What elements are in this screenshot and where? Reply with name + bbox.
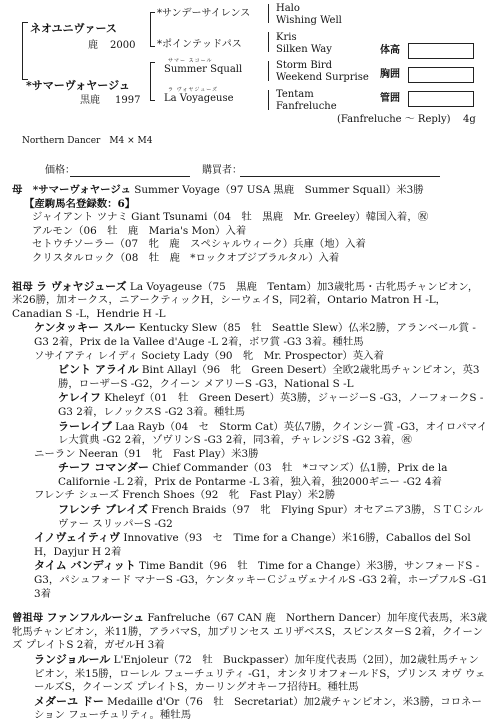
ggd-child-2 [12, 695, 488, 723]
fs-child-1-name: フレンチ ブレイズ [58, 503, 149, 517]
granddam-desc: La Voyageuse（75 黒鹿 Tentam）加3歳牝馬・古牝馬チャンピオン，米26勝，加オークス，ニアークティックH，シーウェイS，同2着，Ontario Matron H -L，Canadian S -L，Hendrie H -L [12, 280, 479, 320]
height-box[interactable] [408, 43, 474, 59]
g-granddam-name: ファンフルルーシュ [46, 611, 145, 625]
dam-sire: Summer Squall [164, 64, 243, 75]
gd-child-3-name: イノヴェイティヴ [34, 531, 121, 545]
cannon-label: 管囲 [380, 93, 400, 104]
gd-child-1-text: Kentucky Slew（85 牡 Seattle Slew）仏米2勝，アランベール賞 -G3 2着，Prix de la Vallee d'Auge -L 2着，ボワ賞 -G3 3着。種牡馬 [34, 322, 476, 348]
granddam-header: 祖母 [12, 280, 33, 293]
offspring-2: アルモン（06 牡 鹿 Maria's Mon）入着 [32, 224, 247, 237]
gd-child-4-text: Time Bandit（96 牡 Time for a Change）米3勝，サンフォードS -G3，パシュフォード マナーS -G3，ケンタッキーＣジュヴェナイルS -G3 2着，ホープフルS -G1 3着 [34, 560, 488, 600]
gd-child-2-name: ソサイアティ レイディ [34, 349, 138, 362]
sire-name: ネオユニヴァース [30, 22, 117, 35]
sl-child-2-text: Kheleyf（01 牡 Green Desert）英3勝，ジャージーS -G3，ノーフォークS -G3 2着，レノックスS -G2 3着。種牡馬 [58, 392, 484, 418]
fs-child-1 [12, 503, 488, 531]
gd-child-1 [12, 321, 488, 349]
ggd-child-1-name: ランジョルール [34, 653, 111, 666]
sl-child-3-name: ラーレイブ [58, 419, 112, 433]
sire-year: 2000 [110, 40, 136, 51]
sire-sire: *サンデーサイレンス [157, 8, 251, 19]
ggd-child-1 [12, 653, 488, 695]
fs-child-1-text: French Braids（97 牝 Flying Spur）オセアニア3勝，ＳＴＣシルヴァー スリッパーS -G2 [58, 504, 484, 530]
ggd-child-2-name: メダーユ ドー [34, 694, 104, 708]
ggd-child-1-text: L'Enjoleur（72 牡 Buckpasser）加年度代表馬（2回），加2歳牡馬チャンピオン，米15勝，ローレル フューチュリティ -G1，オンタリオフォールドS，プリンス オヴ ウェールズS，クイーンズ プレイトS，カーリングオキーフ招待H。種牡馬 [34, 654, 486, 694]
gd-child-4-name: タイム バンディット [34, 559, 136, 573]
dam-record: 【産駒馬名登録数：6】 [24, 197, 136, 210]
girth-box[interactable] [408, 67, 474, 83]
offspring-1: ジャイアント ツナミ Giant Tsunami（04 牡 黒鹿 Mr. Greeley）韓国入着，㊗ [32, 211, 429, 224]
g3-8: Fanfreluche [276, 101, 337, 112]
granddam-name: ラ ヴォヤジューズ [36, 279, 127, 293]
sl-child-1 [12, 363, 488, 391]
sl-child-3 [12, 420, 488, 448]
height-label: 体高 [380, 45, 400, 56]
g3-6: Weekend Surprise [276, 72, 369, 83]
nr-child-1 [12, 461, 488, 489]
gd-child-1-name: ケンタッキー スルー [34, 321, 136, 335]
french-shoes-line: フレンチ シューズ French Shoes（92 牝 Fast Play）米2勝 [34, 489, 336, 502]
neeran-line: ニーラン Neeran（91 牝 Fast Play）米3勝 [34, 447, 259, 460]
pedigree-bracket [22, 22, 23, 79]
granddam-block [12, 280, 488, 322]
buyer-field[interactable] [240, 176, 440, 177]
sl-child-2 [12, 391, 488, 419]
dam-sire-ruby: サマー スコール [168, 58, 213, 64]
buyer-label: 購買者： [202, 165, 242, 176]
g3-3: Kris [276, 32, 297, 43]
dam-desc: Summer Voyage（97 USA 黒鹿 Summer Squall）米3勝 [134, 184, 424, 196]
offspring-3: セトウチソーラー（07 牝 鹿 スペシャルウィーク）兵庫（地）入着 [32, 238, 366, 251]
sire-dam: *ポインテッドパス [157, 39, 242, 50]
g3-4: Silken Way [276, 44, 332, 55]
dam-coat: 黒鹿 [80, 95, 100, 106]
girth-label: 胸囲 [380, 69, 400, 80]
inbreed-note: (Fanfreluche ～ Reply) [337, 114, 451, 125]
dam-line [12, 184, 488, 198]
family-section [12, 184, 488, 723]
sl-child-2-name: ケレイフ [58, 391, 101, 405]
gd-child-3 [12, 531, 488, 559]
dam-dam: La Voyageuse [164, 93, 234, 104]
offspring-4: クリスタルロック（08 牡 鹿 *ロックオブジブラルタル）入着 [32, 251, 340, 264]
cross-note: Northern Dancer M4 × M4 [22, 136, 153, 146]
gd-child-2-text: Society Lady（90 牝 Mr. Prospector）英入着 [141, 349, 384, 362]
cannon-box[interactable] [408, 91, 474, 107]
price-field[interactable] [70, 176, 190, 177]
g3-2: Wishing Well [276, 15, 342, 26]
g-granddam-desc: Fanfreluche（67 CAN 鹿 Northern Dancer）加年度代表馬，米3歳牝馬チャンピオン，米11勝，アラバマS，加プリンセス エリザベスS，スピンスターS 2着，クイーンズ プレイトS 2着，ガゼルH 3着 [12, 612, 487, 652]
gd-child-2 [12, 350, 488, 364]
g-granddam-header: 曾祖母 [12, 612, 44, 625]
nr-child-1-name: チーフ コマンダー [58, 461, 149, 475]
dam-year: 1997 [115, 95, 141, 106]
dam-name: *サマーヴォヤージュ [26, 79, 130, 92]
g3-1: Halo [276, 3, 300, 14]
dam-header: 母 *サマーヴォヤージュ [12, 184, 131, 196]
g-granddam-block [12, 611, 488, 653]
price-label: 価格： [45, 165, 75, 176]
gd-child-3-text: Innovative（93 セ Time for a Change）米16勝，Caballos del Sol H，Dayjur H 2着 [34, 532, 471, 558]
gd-child-4 [12, 559, 488, 601]
sl-child-1-name: ビント アライル [58, 363, 139, 377]
sl-child-1-text: Bint Allayl（96 牝 Green Desert）全欧2歳牝馬チャンピオン，英3勝，ローザーS -G2，クイーン メアリーS -G3，National S -L [58, 364, 480, 390]
g3-5: Storm Bird [276, 60, 333, 71]
nr-child-1-text: Chief Commander（03 牡 *コマンズ）仏1勝，Prix de la Californie -L 2着，Prix de Pontarme -L 3着，独入着，独2000ギニー -G2 4着 [58, 462, 448, 488]
dam-dam-ruby: ラ ヴォヤジューズ [168, 87, 218, 93]
ggd-child-2-text: Medaille d'Or（76 牡 Secretariat）加2歳チャンピオン，米3勝，コロネーション フューチュリティ。種牡馬 [34, 695, 482, 722]
inbreed-gen: 4g [463, 114, 476, 125]
sire-coat: 鹿 [88, 40, 98, 51]
sl-child-3-text: Laa Rayb（04 セ Storm Cat）英仏7勝，クインシー賞 -G3，オイロパマイレ大賞典 -G2 2着，ゾヴリンS -G3 2着，同3着，チャレンジS -G2 3着，㊗ [58, 420, 488, 447]
g3-7: Tentam [276, 89, 314, 100]
